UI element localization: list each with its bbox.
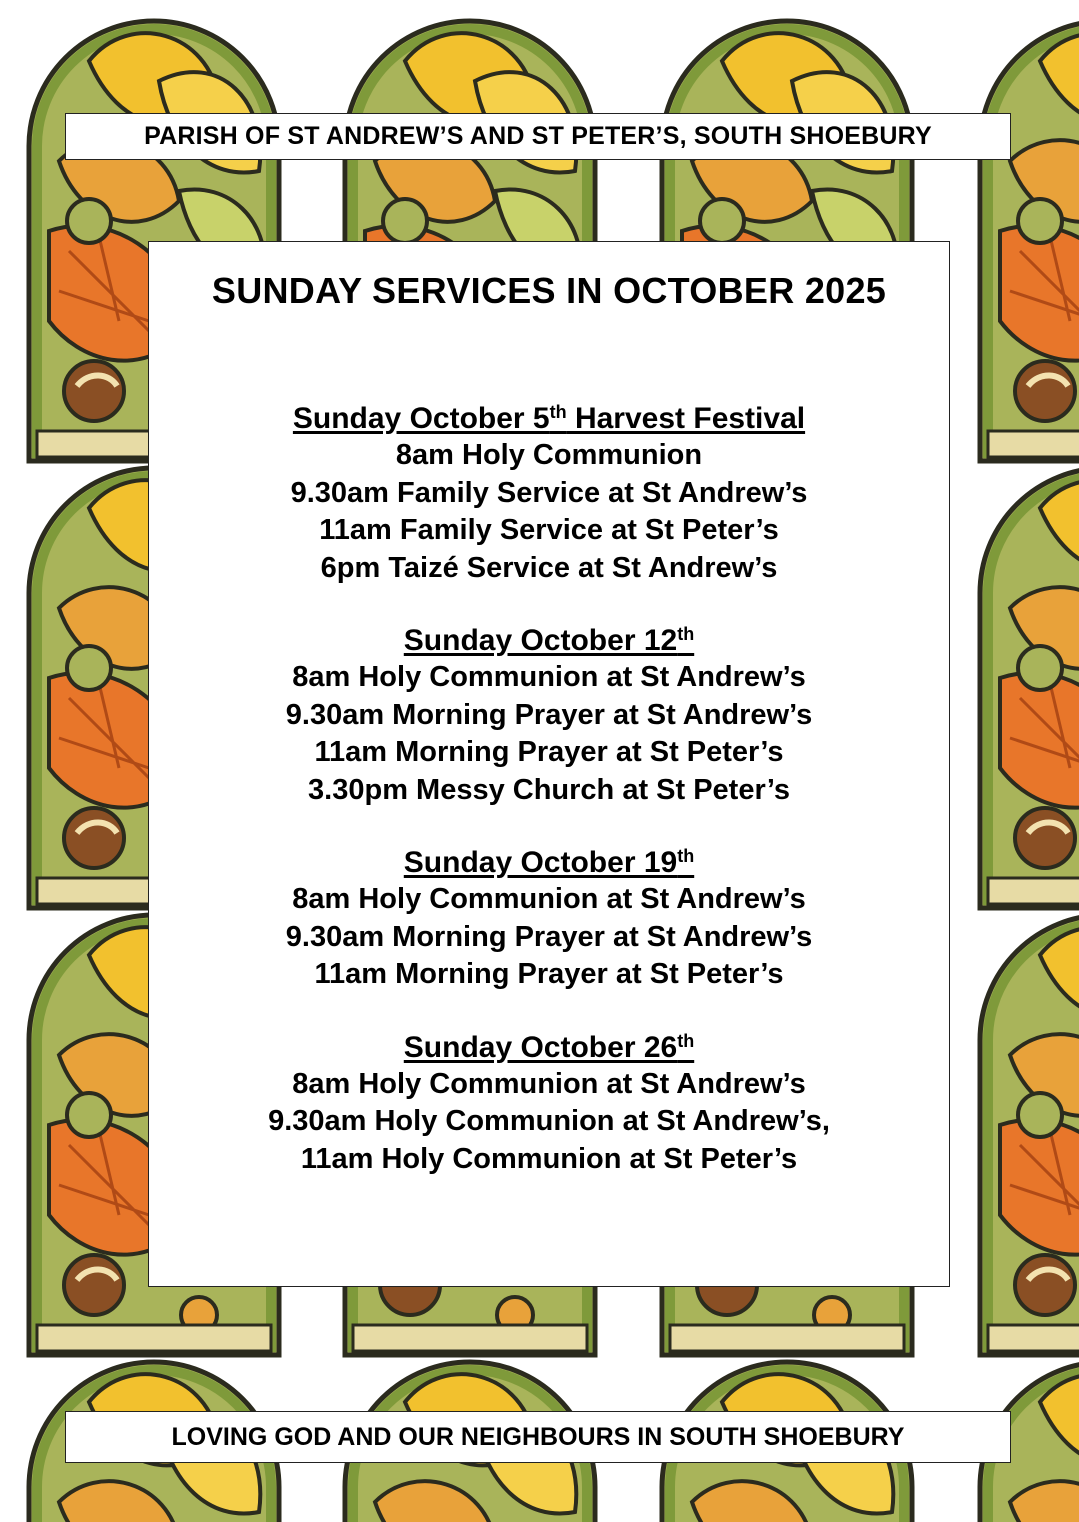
service-line: 11am Morning Prayer at St Peter’s [314, 736, 784, 768]
service-day-oct-26 [149, 1029, 949, 1179]
service-list [149, 400, 949, 1178]
service-day-heading: Sunday October 19th [403, 846, 695, 879]
service-line: 8am Holy Communion at St Andrew’s [292, 883, 806, 915]
service-line: 11am Family Service at St Peter’s [319, 514, 779, 546]
service-line: 8am Holy Communion at St Andrew’s [292, 1067, 806, 1100]
service-day-oct-12 [149, 622, 949, 809]
page-title: SUNDAY SERVICES IN OCTOBER 2025 [211, 270, 887, 311]
service-line: 9.30am Morning Prayer at St Andrew’s [285, 698, 813, 731]
service-line: 9.30am Holy Communion at St Andrew’s, [268, 1105, 830, 1137]
service-day-oct-5 [149, 400, 949, 587]
parish-name: PARISH OF ST ANDREW’S AND ST PETER’S, SOUTH SHOEBURY [144, 122, 932, 150]
top-banner [65, 113, 1011, 160]
service-day-heading: Sunday October 5th Harvest Festival [292, 402, 806, 435]
bottom-banner [65, 1411, 1011, 1463]
service-day-heading: Sunday October 26th [403, 1030, 695, 1064]
service-line: 9.30am Family Service at St Andrew’s [290, 476, 808, 509]
service-day-heading: Sunday October 12th [403, 624, 695, 657]
service-line: 6pm Taizé Service at St Andrew’s [320, 551, 778, 584]
service-line: 11am Morning Prayer at St Peter’s [314, 958, 784, 990]
service-line: 8am Holy Communion [395, 439, 703, 471]
service-line: 9.30am Morning Prayer at St Andrew’s [285, 920, 813, 953]
service-day-oct-19 [149, 844, 949, 994]
service-line: 3.30pm Messy Church at St Peter’s [308, 773, 790, 806]
motto: LOVING GOD AND OUR NEIGHBOURS IN SOUTH SHOEBURY [171, 1423, 905, 1451]
service-line: 11am Holy Communion at St Peter’s [300, 1142, 798, 1175]
service-line: 8am Holy Communion at St Andrew’s [292, 661, 806, 693]
services-panel [148, 241, 950, 1287]
